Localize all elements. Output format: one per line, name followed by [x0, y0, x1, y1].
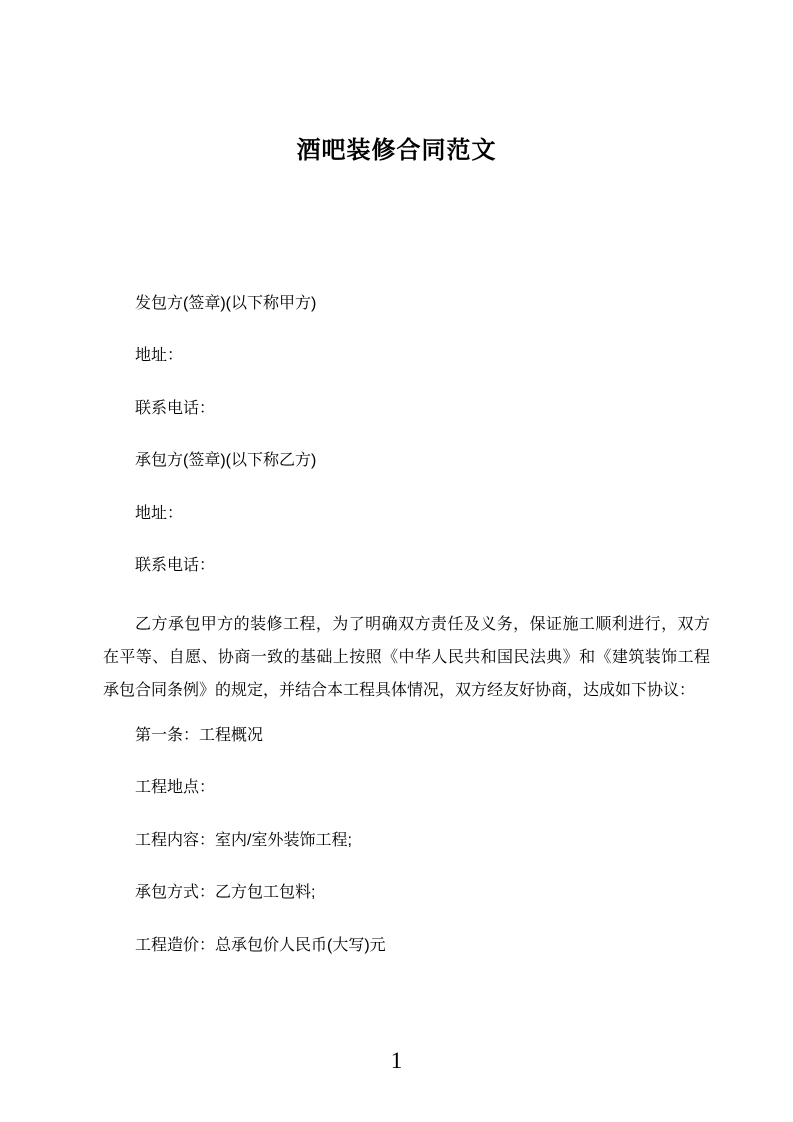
para-party-a-address: 地址：	[135, 347, 184, 364]
para-project-price: 工程造价：总承包价人民币(大写)元	[135, 936, 386, 954]
para-party-b-phone: 联系电话：	[135, 557, 216, 574]
para-preamble: 乙方承包甲方的装修工程，为了明确双方责任及义务，保证施工顺利进行，双方在平等、自愿、协商一致的基础上按照《中华人民共和国民法典》和《建筑装饰工程承包合同条例》的规定，并结合本工程具体情况，双方经友好协商，达成如下协议：	[103, 615, 710, 699]
para-contracting-method: 承包方式：乙方包工包料;	[135, 884, 316, 901]
para-project-location: 工程地点：	[135, 779, 216, 796]
para-party-a-label: 发包方(签章)(以下称甲方)	[135, 294, 317, 312]
para-party-b-address: 地址：	[135, 504, 184, 522]
para-party-a-phone: 联系电话：	[135, 399, 216, 417]
document-body	[103, 0, 710, 981]
document-title: 酒吧装修合同范文	[296, 137, 497, 164]
para-article-1-heading: 第一条：工程概况	[135, 726, 264, 744]
para-party-b-label: 承包方(签章)(以下称乙方)	[135, 452, 317, 469]
para-project-content: 工程内容：室内/室外装饰工程;	[135, 831, 352, 849]
page-number: 1	[390, 1048, 403, 1073]
